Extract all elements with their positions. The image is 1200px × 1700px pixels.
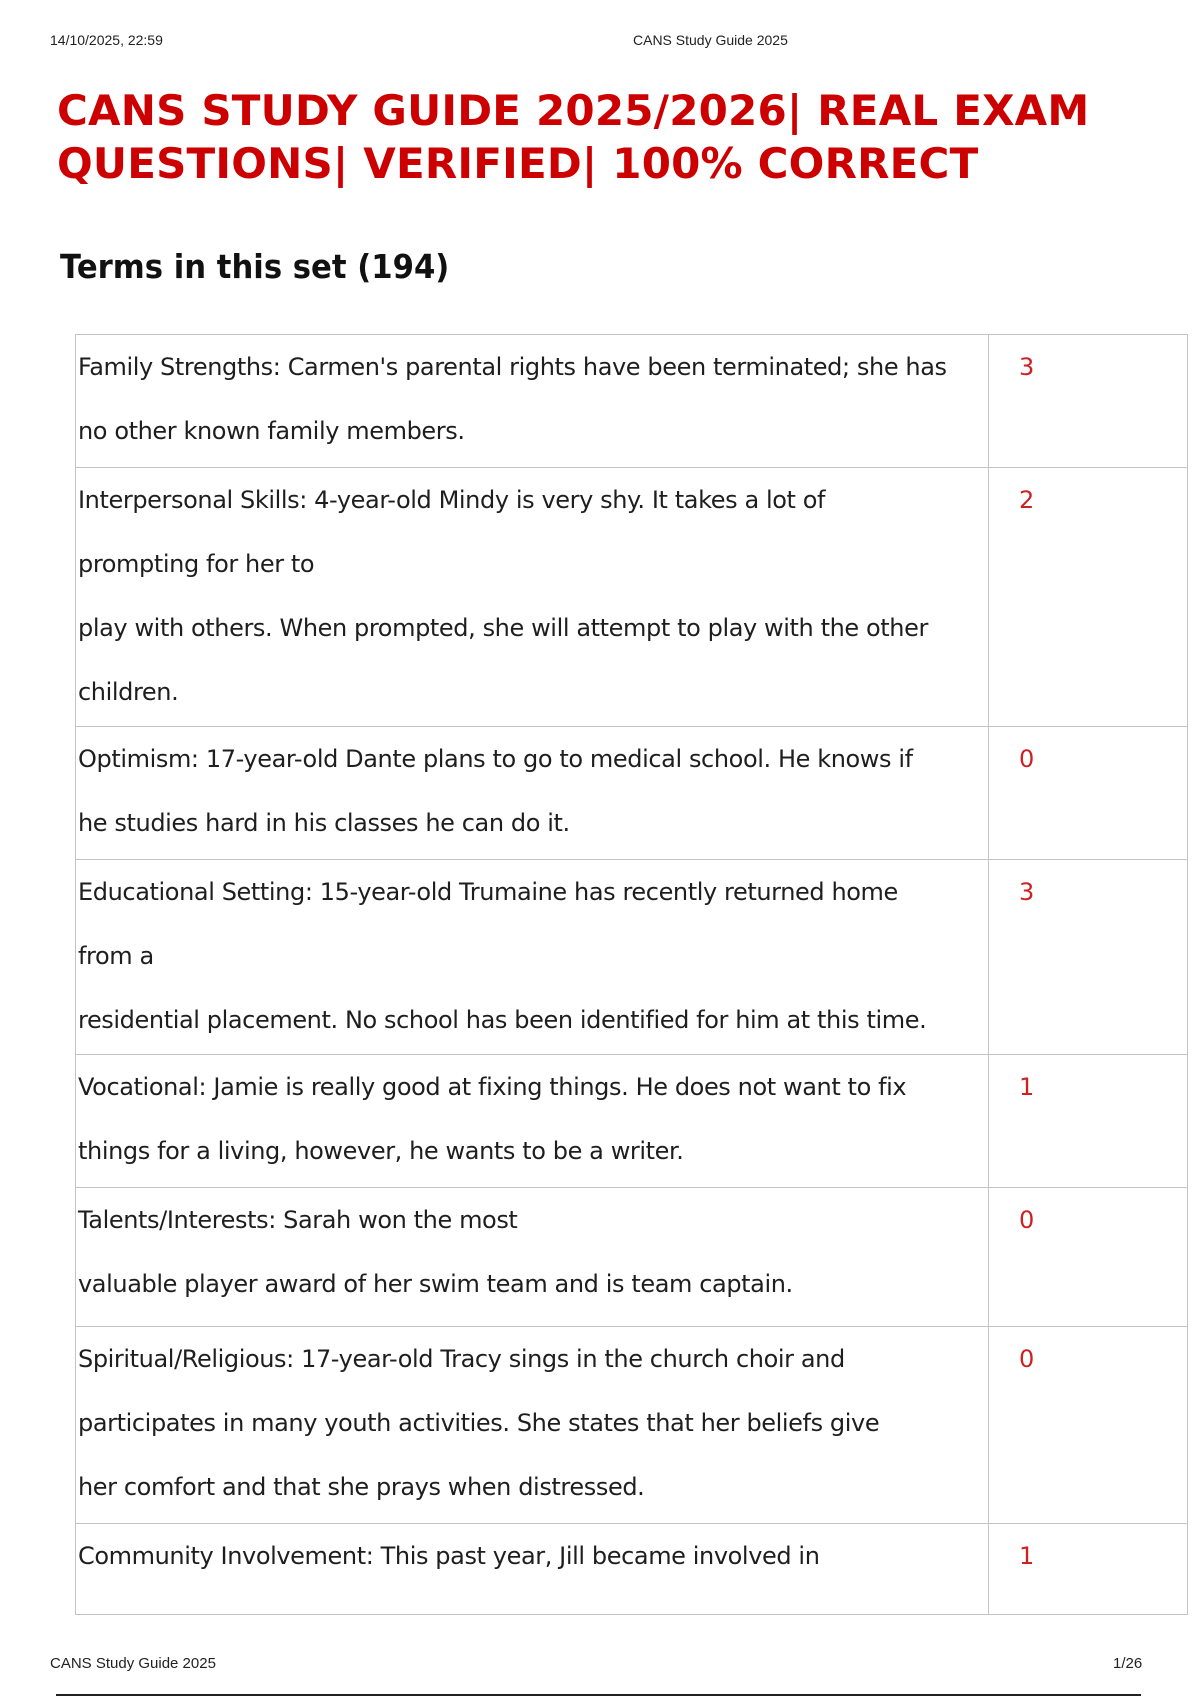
term-definition: 0 <box>989 1327 1188 1524</box>
term-row <box>76 1188 1188 1327</box>
term-row <box>76 468 1188 727</box>
print-document-title: CANS Study Guide 2025 <box>633 32 788 48</box>
term-text: Educational Setting: 15-year-old Trumaine has recently returned home from a residential placement. No school has been identified for him at this time. <box>76 860 989 1055</box>
term-row <box>76 1055 1188 1188</box>
term-text: Vocational: Jamie is really good at fixing things. He does not want to fix things for a living, however, he wants to be a writer. <box>76 1055 989 1188</box>
terms-heading: Terms in this set (194) <box>60 247 450 286</box>
term-definition: 3 <box>989 335 1188 468</box>
terms-table <box>75 334 1188 1615</box>
footer-document-title: CANS Study Guide 2025 <box>50 1655 216 1672</box>
print-timestamp: 14/10/2025, 22:59 <box>50 32 163 48</box>
page-indicator: 1/26 <box>1113 1655 1143 1672</box>
term-text: Interpersonal Skills: 4-year-old Mindy is very shy. It takes a lot of prompting for her to play with others. When prompted, she will attempt to play with the other children. <box>76 468 989 727</box>
term-row <box>76 727 1188 860</box>
term-definition: 3 <box>989 860 1188 1055</box>
term-text: Community Involvement: This past year, Jill became involved in <box>76 1524 989 1615</box>
print-footer <box>50 1655 1150 1677</box>
term-definition: 0 <box>989 727 1188 860</box>
term-definition: 2 <box>989 468 1188 727</box>
term-definition: 1 <box>989 1055 1188 1188</box>
term-text: Optimism: 17-year-old Dante plans to go to medical school. He knows if he studies hard in his classes he can do it. <box>76 727 989 860</box>
term-definition: 0 <box>989 1188 1188 1327</box>
term-text: Talents/Interests: Sarah won the most valuable player award of her swim team and is team captain. <box>76 1188 989 1327</box>
term-text: Family Strengths: Carmen's parental rights have been terminated; she has no other known family members. <box>76 335 989 468</box>
term-text: Spiritual/Religious: 17-year-old Tracy sings in the church choir and participates in many youth activities. She states that her beliefs give her comfort and that she prays when distressed. <box>76 1327 989 1524</box>
term-definition: 1 <box>989 1524 1188 1615</box>
page-title: CANS STUDY GUIDE 2025/2026| REAL EXAM QUESTIONS| VERIFIED| 100% CORRECT <box>57 86 1090 188</box>
term-row <box>76 1524 1188 1615</box>
term-row <box>76 335 1188 468</box>
term-row <box>76 1327 1188 1524</box>
footer-divider <box>56 1694 1141 1696</box>
term-row <box>76 860 1188 1055</box>
print-header <box>50 32 1150 52</box>
